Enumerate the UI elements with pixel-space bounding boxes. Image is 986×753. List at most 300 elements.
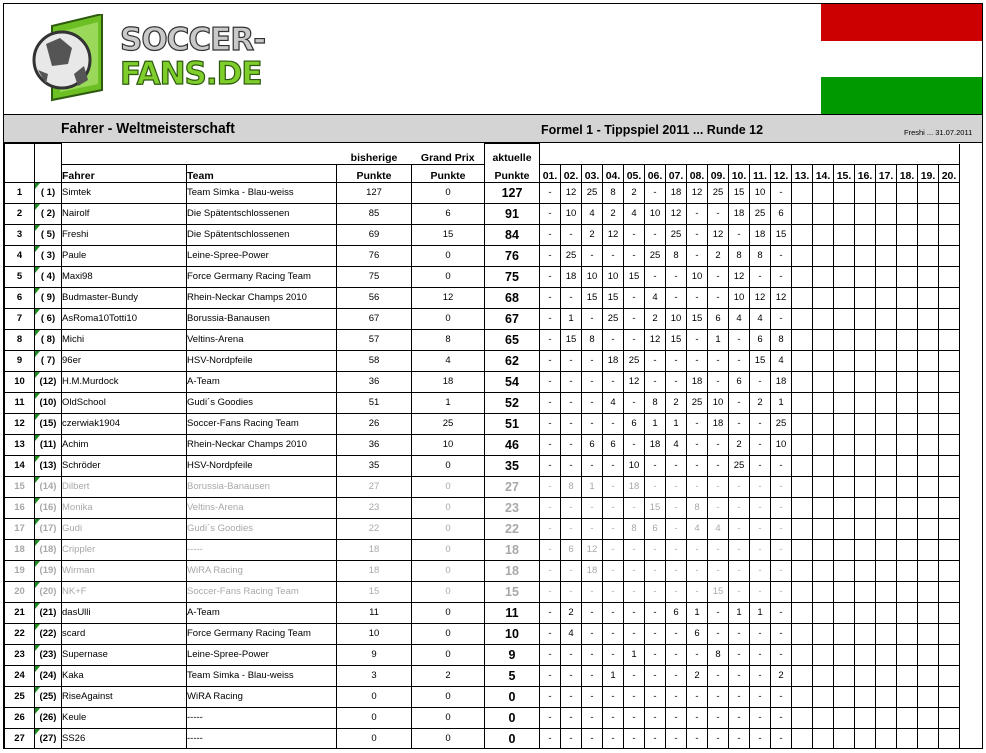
round-points-cell[interactable]: 18	[771, 371, 792, 392]
header-round[interactable]: 20.	[939, 164, 960, 182]
round-points-cell[interactable]: 12	[729, 266, 750, 287]
round-points-cell[interactable]: 10	[561, 203, 582, 224]
team-cell[interactable]: Team Simka - Blau-weiss	[187, 665, 337, 686]
team-cell[interactable]: WiRA Racing	[187, 686, 337, 707]
previous-points-cell[interactable]: 76	[337, 245, 412, 266]
position-cell[interactable]: 13	[5, 434, 35, 455]
header-aktuelle-2[interactable]: Punkte	[485, 164, 540, 182]
round-points-cell[interactable]: -	[540, 623, 561, 644]
round-points-cell[interactable]: 2	[624, 182, 645, 203]
round-points-cell[interactable]: 4	[624, 203, 645, 224]
round-points-cell[interactable]	[939, 371, 960, 392]
grand-prix-points-cell[interactable]: 0	[412, 602, 485, 623]
driver-cell[interactable]: OldSchool	[62, 392, 187, 413]
round-points-cell[interactable]	[855, 560, 876, 581]
round-points-cell[interactable]	[834, 266, 855, 287]
round-points-cell[interactable]	[897, 287, 918, 308]
round-points-cell[interactable]	[792, 245, 813, 266]
round-points-cell[interactable]: -	[729, 665, 750, 686]
round-points-cell[interactable]: -	[729, 413, 750, 434]
table-row[interactable]	[5, 224, 960, 245]
grand-prix-points-cell[interactable]: 10	[412, 434, 485, 455]
round-points-cell[interactable]: -	[666, 476, 687, 497]
previous-points-cell[interactable]: 10	[337, 623, 412, 644]
round-points-cell[interactable]: -	[561, 287, 582, 308]
round-points-cell[interactable]	[834, 602, 855, 623]
round-points-cell[interactable]: -	[603, 560, 624, 581]
round-points-cell[interactable]: 6	[708, 308, 729, 329]
round-points-cell[interactable]: 12	[708, 224, 729, 245]
table-row[interactable]	[5, 665, 960, 686]
round-points-cell[interactable]	[834, 623, 855, 644]
round-points-cell[interactable]: 10	[750, 182, 771, 203]
current-points-cell[interactable]: 127	[485, 182, 540, 203]
round-points-cell[interactable]	[897, 623, 918, 644]
grand-prix-points-cell[interactable]: 12	[412, 287, 485, 308]
round-points-cell[interactable]: 18	[645, 434, 666, 455]
round-points-cell[interactable]	[813, 245, 834, 266]
round-points-cell[interactable]	[897, 497, 918, 518]
round-points-cell[interactable]: -	[708, 686, 729, 707]
round-points-cell[interactable]: -	[666, 266, 687, 287]
table-row[interactable]	[5, 539, 960, 560]
driver-cell[interactable]: Monika	[62, 497, 187, 518]
round-points-cell[interactable]: -	[540, 686, 561, 707]
round-points-cell[interactable]: 4	[582, 203, 603, 224]
round-points-cell[interactable]	[897, 602, 918, 623]
round-points-cell[interactable]: -	[750, 560, 771, 581]
round-points-cell[interactable]	[918, 413, 939, 434]
round-points-cell[interactable]: 25	[708, 182, 729, 203]
previous-points-cell[interactable]: 36	[337, 434, 412, 455]
round-points-cell[interactable]: -	[624, 707, 645, 728]
current-points-cell[interactable]: 46	[485, 434, 540, 455]
round-points-cell[interactable]	[939, 329, 960, 350]
header-team[interactable]: Team	[187, 164, 337, 182]
round-points-cell[interactable]	[855, 182, 876, 203]
round-points-cell[interactable]: -	[771, 245, 792, 266]
round-points-cell[interactable]	[918, 182, 939, 203]
driver-cell[interactable]: Freshi	[62, 224, 187, 245]
round-points-cell[interactable]: 2	[687, 665, 708, 686]
round-points-cell[interactable]: 4	[666, 434, 687, 455]
previous-position-cell[interactable]: ( 9)	[35, 287, 62, 308]
driver-cell[interactable]: RiseAgainst	[62, 686, 187, 707]
grand-prix-points-cell[interactable]: 0	[412, 623, 485, 644]
round-points-cell[interactable]: -	[540, 539, 561, 560]
round-points-cell[interactable]	[897, 707, 918, 728]
round-points-cell[interactable]	[855, 287, 876, 308]
round-points-cell[interactable]	[939, 728, 960, 749]
round-points-cell[interactable]: 18	[729, 203, 750, 224]
round-points-cell[interactable]	[918, 623, 939, 644]
round-points-cell[interactable]: -	[603, 371, 624, 392]
round-points-cell[interactable]: -	[582, 686, 603, 707]
header-round[interactable]: 18.	[897, 164, 918, 182]
round-points-cell[interactable]: -	[750, 266, 771, 287]
round-points-cell[interactable]: -	[729, 329, 750, 350]
table-row[interactable]	[5, 266, 960, 287]
round-points-cell[interactable]	[813, 623, 834, 644]
current-points-cell[interactable]: 18	[485, 539, 540, 560]
team-cell[interactable]: Team Simka - Blau-weiss	[187, 182, 337, 203]
round-points-cell[interactable]: -	[645, 686, 666, 707]
round-points-cell[interactable]: 8	[708, 644, 729, 665]
current-points-cell[interactable]: 68	[485, 287, 540, 308]
round-points-cell[interactable]	[918, 497, 939, 518]
round-points-cell[interactable]	[792, 539, 813, 560]
round-points-cell[interactable]: 25	[603, 308, 624, 329]
round-points-cell[interactable]: 10	[666, 308, 687, 329]
round-points-cell[interactable]: 1	[729, 602, 750, 623]
round-points-cell[interactable]	[939, 644, 960, 665]
round-points-cell[interactable]	[939, 665, 960, 686]
round-points-cell[interactable]: -	[708, 539, 729, 560]
round-points-cell[interactable]: -	[729, 392, 750, 413]
round-points-cell[interactable]	[813, 581, 834, 602]
driver-cell[interactable]: dasUlli	[62, 602, 187, 623]
current-points-cell[interactable]: 22	[485, 518, 540, 539]
previous-position-cell[interactable]: ( 5)	[35, 224, 62, 245]
round-points-cell[interactable]: 25	[729, 455, 750, 476]
round-points-cell[interactable]: 10	[771, 434, 792, 455]
round-points-cell[interactable]	[939, 476, 960, 497]
round-points-cell[interactable]: -	[645, 602, 666, 623]
round-points-cell[interactable]: -	[645, 455, 666, 476]
previous-points-cell[interactable]: 0	[337, 686, 412, 707]
position-cell[interactable]: 23	[5, 644, 35, 665]
round-points-cell[interactable]: 6	[750, 329, 771, 350]
round-points-cell[interactable]: -	[540, 392, 561, 413]
round-points-cell[interactable]: -	[540, 518, 561, 539]
round-points-cell[interactable]: -	[771, 728, 792, 749]
round-points-cell[interactable]: -	[666, 287, 687, 308]
round-points-cell[interactable]	[939, 455, 960, 476]
position-cell[interactable]: 2	[5, 203, 35, 224]
round-points-cell[interactable]: -	[540, 644, 561, 665]
round-points-cell[interactable]	[876, 245, 897, 266]
round-points-cell[interactable]: -	[561, 560, 582, 581]
round-points-cell[interactable]	[792, 707, 813, 728]
previous-points-cell[interactable]: 27	[337, 476, 412, 497]
round-points-cell[interactable]: -	[729, 539, 750, 560]
round-points-cell[interactable]: 2	[729, 434, 750, 455]
round-points-cell[interactable]: -	[729, 518, 750, 539]
round-points-cell[interactable]: 2	[645, 308, 666, 329]
previous-points-cell[interactable]: 85	[337, 203, 412, 224]
round-points-cell[interactable]	[792, 581, 813, 602]
round-points-cell[interactable]	[918, 644, 939, 665]
round-points-cell[interactable]	[834, 287, 855, 308]
team-cell[interactable]: Gudi´s Goodies	[187, 392, 337, 413]
previous-points-cell[interactable]: 58	[337, 350, 412, 371]
team-cell[interactable]: Gudi´s Goodies	[187, 518, 337, 539]
round-points-cell[interactable]: -	[645, 476, 666, 497]
previous-points-cell[interactable]: 51	[337, 392, 412, 413]
round-points-cell[interactable]: -	[750, 476, 771, 497]
driver-cell[interactable]: NK+F	[62, 581, 187, 602]
round-points-cell[interactable]: -	[708, 728, 729, 749]
table-row[interactable]	[5, 413, 960, 434]
round-points-cell[interactable]	[918, 560, 939, 581]
round-points-cell[interactable]	[792, 665, 813, 686]
round-points-cell[interactable]	[813, 602, 834, 623]
team-cell[interactable]: Die Spätentschlossenen	[187, 224, 337, 245]
round-points-cell[interactable]	[855, 329, 876, 350]
round-points-cell[interactable]: -	[582, 707, 603, 728]
round-points-cell[interactable]	[876, 371, 897, 392]
round-points-cell[interactable]: -	[624, 539, 645, 560]
round-points-cell[interactable]: -	[645, 707, 666, 728]
table-row[interactable]	[5, 560, 960, 581]
previous-position-cell[interactable]: ( 1)	[35, 182, 62, 203]
round-points-cell[interactable]: 1	[645, 413, 666, 434]
round-points-cell[interactable]: 15	[708, 581, 729, 602]
round-points-cell[interactable]: -	[771, 560, 792, 581]
round-points-cell[interactable]	[792, 266, 813, 287]
current-points-cell[interactable]: 18	[485, 560, 540, 581]
header-round[interactable]: 10.	[729, 164, 750, 182]
round-points-cell[interactable]	[897, 329, 918, 350]
round-points-cell[interactable]: 4	[561, 623, 582, 644]
round-points-cell[interactable]: -	[624, 308, 645, 329]
round-points-cell[interactable]: -	[624, 581, 645, 602]
round-points-cell[interactable]: 18	[750, 224, 771, 245]
round-points-cell[interactable]: -	[750, 455, 771, 476]
grand-prix-points-cell[interactable]: 0	[412, 518, 485, 539]
round-points-cell[interactable]: -	[561, 371, 582, 392]
driver-cell[interactable]: Michi	[62, 329, 187, 350]
round-points-cell[interactable]: -	[666, 581, 687, 602]
round-points-cell[interactable]	[855, 371, 876, 392]
round-points-cell[interactable]	[792, 287, 813, 308]
round-points-cell[interactable]	[834, 245, 855, 266]
round-points-cell[interactable]	[918, 665, 939, 686]
grand-prix-points-cell[interactable]: 0	[412, 707, 485, 728]
previous-position-cell[interactable]: ( 2)	[35, 203, 62, 224]
grand-prix-points-cell[interactable]: 0	[412, 497, 485, 518]
round-points-cell[interactable]	[897, 224, 918, 245]
round-points-cell[interactable]: -	[624, 392, 645, 413]
round-points-cell[interactable]	[792, 602, 813, 623]
round-points-cell[interactable]: -	[540, 224, 561, 245]
round-points-cell[interactable]	[939, 224, 960, 245]
round-points-cell[interactable]	[897, 245, 918, 266]
round-points-cell[interactable]: -	[624, 329, 645, 350]
round-points-cell[interactable]: 2	[603, 203, 624, 224]
round-points-cell[interactable]: -	[666, 497, 687, 518]
grand-prix-points-cell[interactable]: 4	[412, 350, 485, 371]
round-points-cell[interactable]	[813, 644, 834, 665]
round-points-cell[interactable]	[855, 224, 876, 245]
table-row[interactable]	[5, 434, 960, 455]
round-points-cell[interactable]: 8	[561, 476, 582, 497]
round-points-cell[interactable]	[939, 182, 960, 203]
header-round[interactable]: 11.	[750, 164, 771, 182]
grand-prix-points-cell[interactable]: 0	[412, 539, 485, 560]
round-points-cell[interactable]: 8	[582, 329, 603, 350]
header-round[interactable]: 19.	[918, 164, 939, 182]
round-points-cell[interactable]	[813, 497, 834, 518]
round-points-cell[interactable]: 1	[624, 644, 645, 665]
round-points-cell[interactable]	[918, 224, 939, 245]
round-points-cell[interactable]	[813, 371, 834, 392]
grand-prix-points-cell[interactable]: 0	[412, 644, 485, 665]
previous-points-cell[interactable]: 57	[337, 329, 412, 350]
round-points-cell[interactable]: 25	[666, 224, 687, 245]
round-points-cell[interactable]: 12	[624, 371, 645, 392]
round-points-cell[interactable]	[855, 539, 876, 560]
round-points-cell[interactable]: -	[561, 581, 582, 602]
round-points-cell[interactable]: 2	[582, 224, 603, 245]
round-points-cell[interactable]: 12	[582, 539, 603, 560]
round-points-cell[interactable]	[792, 434, 813, 455]
round-points-cell[interactable]: -	[624, 728, 645, 749]
team-cell[interactable]: Veltins-Arena	[187, 497, 337, 518]
previous-points-cell[interactable]: 3	[337, 665, 412, 686]
current-points-cell[interactable]: 52	[485, 392, 540, 413]
round-points-cell[interactable]: -	[561, 644, 582, 665]
driver-cell[interactable]: Kaka	[62, 665, 187, 686]
round-points-cell[interactable]	[897, 518, 918, 539]
table-row[interactable]	[5, 455, 960, 476]
round-points-cell[interactable]: -	[666, 707, 687, 728]
round-points-cell[interactable]	[855, 518, 876, 539]
round-points-cell[interactable]	[792, 371, 813, 392]
round-points-cell[interactable]	[876, 308, 897, 329]
round-points-cell[interactable]: -	[624, 245, 645, 266]
round-points-cell[interactable]: -	[729, 350, 750, 371]
round-points-cell[interactable]	[876, 455, 897, 476]
round-points-cell[interactable]: 4	[687, 518, 708, 539]
round-points-cell[interactable]: -	[624, 602, 645, 623]
round-points-cell[interactable]: -	[561, 413, 582, 434]
table-row[interactable]	[5, 497, 960, 518]
round-points-cell[interactable]	[876, 287, 897, 308]
previous-points-cell[interactable]: 35	[337, 455, 412, 476]
round-points-cell[interactable]: 1	[750, 602, 771, 623]
round-points-cell[interactable]	[792, 182, 813, 203]
round-points-cell[interactable]: -	[603, 686, 624, 707]
round-points-cell[interactable]: 1	[561, 308, 582, 329]
round-points-cell[interactable]: 15	[729, 182, 750, 203]
round-points-cell[interactable]: 12	[561, 182, 582, 203]
round-points-cell[interactable]: -	[750, 623, 771, 644]
round-points-cell[interactable]	[792, 329, 813, 350]
round-points-cell[interactable]: -	[771, 581, 792, 602]
round-points-cell[interactable]	[918, 266, 939, 287]
position-cell[interactable]: 1	[5, 182, 35, 203]
header-gp-2[interactable]: Punkte	[412, 164, 485, 182]
round-points-cell[interactable]: 10	[582, 266, 603, 287]
round-points-cell[interactable]: -	[603, 644, 624, 665]
grand-prix-points-cell[interactable]: 0	[412, 308, 485, 329]
round-points-cell[interactable]: -	[540, 728, 561, 749]
current-points-cell[interactable]: 35	[485, 455, 540, 476]
round-points-cell[interactable]	[939, 602, 960, 623]
round-points-cell[interactable]: 4	[708, 518, 729, 539]
round-points-cell[interactable]	[792, 203, 813, 224]
round-points-cell[interactable]	[876, 644, 897, 665]
round-points-cell[interactable]	[834, 203, 855, 224]
team-cell[interactable]: Leine-Spree-Power	[187, 245, 337, 266]
round-points-cell[interactable]	[918, 245, 939, 266]
position-cell[interactable]: 11	[5, 392, 35, 413]
round-points-cell[interactable]: -	[666, 350, 687, 371]
round-points-cell[interactable]: 25	[561, 245, 582, 266]
round-points-cell[interactable]	[939, 539, 960, 560]
round-points-cell[interactable]: -	[729, 560, 750, 581]
round-points-cell[interactable]: -	[624, 665, 645, 686]
header-round[interactable]: 05.	[624, 164, 645, 182]
current-points-cell[interactable]: 27	[485, 476, 540, 497]
round-points-cell[interactable]: -	[708, 476, 729, 497]
round-points-cell[interactable]: -	[603, 518, 624, 539]
grand-prix-points-cell[interactable]: 0	[412, 728, 485, 749]
round-points-cell[interactable]: 25	[771, 413, 792, 434]
round-points-cell[interactable]	[834, 476, 855, 497]
previous-points-cell[interactable]: 15	[337, 581, 412, 602]
position-cell[interactable]: 9	[5, 350, 35, 371]
round-points-cell[interactable]	[918, 203, 939, 224]
round-points-cell[interactable]: 4	[750, 308, 771, 329]
table-row[interactable]	[5, 476, 960, 497]
round-points-cell[interactable]	[855, 350, 876, 371]
round-points-cell[interactable]: -	[708, 602, 729, 623]
team-cell[interactable]: Rhein-Neckar Champs 2010	[187, 434, 337, 455]
round-points-cell[interactable]: -	[603, 413, 624, 434]
round-points-cell[interactable]: -	[729, 581, 750, 602]
round-points-cell[interactable]: -	[708, 455, 729, 476]
round-points-cell[interactable]: -	[687, 728, 708, 749]
previous-position-cell[interactable]: (11)	[35, 434, 62, 455]
round-points-cell[interactable]: 18	[561, 266, 582, 287]
round-points-cell[interactable]: -	[645, 224, 666, 245]
position-cell[interactable]: 16	[5, 497, 35, 518]
table-row[interactable]	[5, 371, 960, 392]
round-points-cell[interactable]	[876, 581, 897, 602]
round-points-cell[interactable]	[918, 686, 939, 707]
round-points-cell[interactable]: -	[603, 623, 624, 644]
round-points-cell[interactable]	[813, 203, 834, 224]
round-points-cell[interactable]: 18	[666, 182, 687, 203]
round-points-cell[interactable]	[813, 539, 834, 560]
round-points-cell[interactable]	[939, 287, 960, 308]
round-points-cell[interactable]	[876, 350, 897, 371]
header-round[interactable]: 02.	[561, 164, 582, 182]
grand-prix-points-cell[interactable]: 0	[412, 182, 485, 203]
previous-points-cell[interactable]: 18	[337, 539, 412, 560]
round-points-cell[interactable]	[876, 686, 897, 707]
grand-prix-points-cell[interactable]: 15	[412, 224, 485, 245]
previous-points-cell[interactable]: 69	[337, 224, 412, 245]
current-points-cell[interactable]: 67	[485, 308, 540, 329]
previous-points-cell[interactable]: 11	[337, 602, 412, 623]
round-points-cell[interactable]: -	[645, 728, 666, 749]
header-round[interactable]: 06.	[645, 164, 666, 182]
team-cell[interactable]: Soccer-Fans Racing Team	[187, 413, 337, 434]
round-points-cell[interactable]	[834, 371, 855, 392]
round-points-cell[interactable]: -	[750, 665, 771, 686]
round-points-cell[interactable]: -	[708, 350, 729, 371]
table-row[interactable]	[5, 686, 960, 707]
round-points-cell[interactable]	[855, 392, 876, 413]
round-points-cell[interactable]	[876, 413, 897, 434]
round-points-cell[interactable]	[855, 497, 876, 518]
round-points-cell[interactable]: -	[666, 518, 687, 539]
current-points-cell[interactable]: 0	[485, 707, 540, 728]
round-points-cell[interactable]: -	[750, 518, 771, 539]
